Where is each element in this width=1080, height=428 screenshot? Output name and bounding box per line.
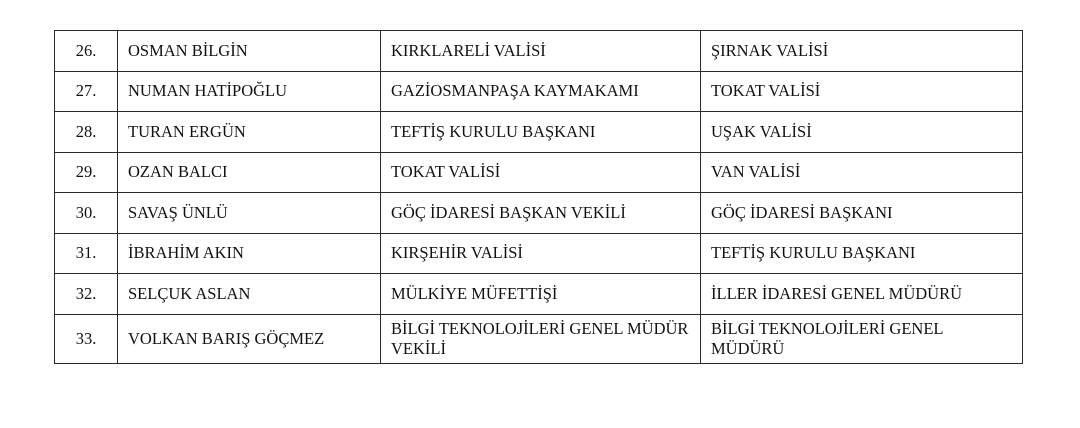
table-body [55, 31, 1023, 364]
new-position: İLLER İDARESİ GENEL MÜDÜRÜ [701, 274, 1023, 315]
new-position: BİLGİ TEKNOLOJİLERİ GENEL MÜDÜRÜ [701, 314, 1023, 363]
person-name: OSMAN BİLGİN [118, 31, 381, 72]
person-name: SAVAŞ ÜNLÜ [118, 193, 381, 234]
person-name: SELÇUK ASLAN [118, 274, 381, 315]
new-position: ŞIRNAK VALİSİ [701, 31, 1023, 72]
new-position: VAN VALİSİ [701, 152, 1023, 193]
table-row [55, 31, 1023, 72]
table-row [55, 71, 1023, 112]
row-number: 31. [55, 233, 118, 274]
person-name: NUMAN HATİPOĞLU [118, 71, 381, 112]
table-row [55, 112, 1023, 153]
row-number: 26. [55, 31, 118, 72]
table-row [55, 274, 1023, 315]
person-name: VOLKAN BARIŞ GÖÇMEZ [118, 314, 381, 363]
previous-position: MÜLKİYE MÜFETTİŞİ [381, 274, 701, 315]
person-name: İBRAHİM AKIN [118, 233, 381, 274]
previous-position: KIRŞEHİR VALİSİ [381, 233, 701, 274]
new-position: TOKAT VALİSİ [701, 71, 1023, 112]
person-name: OZAN BALCI [118, 152, 381, 193]
table-row [55, 193, 1023, 234]
table-row [55, 152, 1023, 193]
new-position: UŞAK VALİSİ [701, 112, 1023, 153]
previous-position: BİLGİ TEKNOLOJİLERİ GENEL MÜDÜR VEKİLİ [381, 314, 701, 363]
previous-position: KIRKLARELİ VALİSİ [381, 31, 701, 72]
appointments-table [54, 30, 1023, 364]
row-number: 30. [55, 193, 118, 234]
row-number: 28. [55, 112, 118, 153]
previous-position: TOKAT VALİSİ [381, 152, 701, 193]
table-row [55, 314, 1023, 363]
row-number: 32. [55, 274, 118, 315]
row-number: 29. [55, 152, 118, 193]
row-number: 33. [55, 314, 118, 363]
new-position: TEFTİŞ KURULU BAŞKANI [701, 233, 1023, 274]
person-name: TURAN ERGÜN [118, 112, 381, 153]
previous-position: TEFTİŞ KURULU BAŞKANI [381, 112, 701, 153]
table-row [55, 233, 1023, 274]
previous-position: GAZİOSMANPAŞA KAYMAKAMI [381, 71, 701, 112]
previous-position: GÖÇ İDARESİ BAŞKAN VEKİLİ [381, 193, 701, 234]
new-position: GÖÇ İDARESİ BAŞKANI [701, 193, 1023, 234]
row-number: 27. [55, 71, 118, 112]
